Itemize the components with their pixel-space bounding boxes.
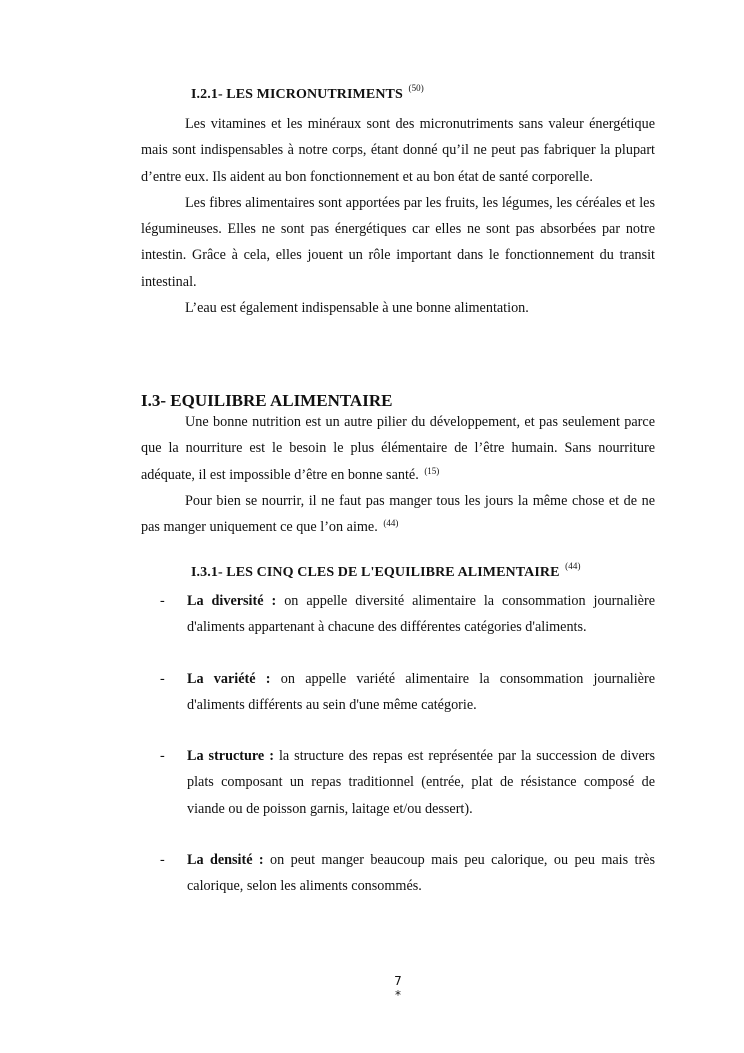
page-footer-mark: * — [395, 988, 401, 1002]
bullet-dash: - — [160, 748, 165, 765]
item-term: La variété : — [187, 670, 271, 687]
cinq-cles-list — [141, 588, 655, 900]
paragraph — [141, 488, 655, 541]
list-item — [141, 847, 655, 900]
list-item — [141, 743, 655, 822]
paragraph: Les vitamines et les minéraux sont des micronutriments sans valeur énergétique mais sont indispensables à notre corps, étant donné qu’il ne peut pas fabriquer la plupart d’entre eux. Ils aident au bon fonctionnement et au bon état de santé corporelle. — [141, 116, 655, 185]
item-text: on peut manger beaucoup mais peu calorique, ou peu mais très calorique, selon les aliments consommés. — [187, 852, 655, 895]
page-number — [392, 974, 404, 1002]
item-text: on appelle diversité alimentaire la consommation journalière d'aliments appartenant à chacune des différentes catégories d'aliments. — [187, 593, 655, 636]
heading-cinq-cles — [191, 561, 581, 581]
equilibre-body — [141, 409, 655, 540]
paragraph: Les fibres alimentaires sont apportées par les fruits, les légumes, les céréales et les légumineuses. Elles ne sont pas énergétiques car elles ne sont pas absorbées par notre intestin. Grâce à cela, elles jouent un rôle important dans le fonctionnement du transit intestinal. — [141, 194, 655, 290]
list-item — [141, 666, 655, 719]
page-number-value: 7 — [394, 974, 402, 988]
heading-micronutriments — [191, 83, 424, 103]
micronutriments-body — [141, 111, 655, 321]
paragraph-text: Une bonne nutrition est un autre pilier du développement, et pas seulement parce que la nourriture est le besoin le plus élémentaire de l’être humain. Sans nourriture adéquate, il est impossible d’être en bonne santé. — [141, 414, 655, 483]
reference-marker: (50) — [408, 83, 424, 93]
reference-marker: (44) — [565, 561, 581, 571]
heading-text: I.2.1- LES MICRONUTRIMENTS — [191, 87, 403, 102]
item-text: on appelle variété alimentaire la consommation journalière d'aliments différents au sein d'une même catégorie. — [187, 670, 656, 713]
item-term: La densité : — [187, 852, 264, 869]
bullet-dash: - — [160, 593, 165, 609]
paragraph-text: Pour bien se nourrir, il ne faut pas manger tous les jours la même chose et de ne pas manger uniquement ce que l’on aime. — [141, 492, 655, 536]
bullet-dash: - — [160, 852, 165, 869]
paragraph — [141, 409, 655, 488]
item-text: la structure des repas est représentée par la succession de divers plats composant un repas traditionnel (entrée, plat de résistance composé de viande ou de poisson garnis, laitage et/ou dessert). — [187, 748, 656, 817]
item-term: La diversité : — [187, 593, 277, 609]
reference-marker: (44) — [383, 518, 399, 529]
list-item — [141, 588, 655, 641]
item-term: La structure : — [187, 748, 274, 765]
reference-marker: (15) — [424, 465, 440, 476]
paragraph: L’eau est également indispensable à une bonne alimentation. — [185, 300, 529, 317]
heading-equilibre: I.3- EQUILIBRE ALIMENTAIRE — [141, 391, 393, 410]
heading-text: I.3.1- LES CINQ CLES DE L'EQUILIBRE ALIMENTAIRE — [191, 565, 560, 580]
bullet-dash: - — [160, 670, 165, 687]
